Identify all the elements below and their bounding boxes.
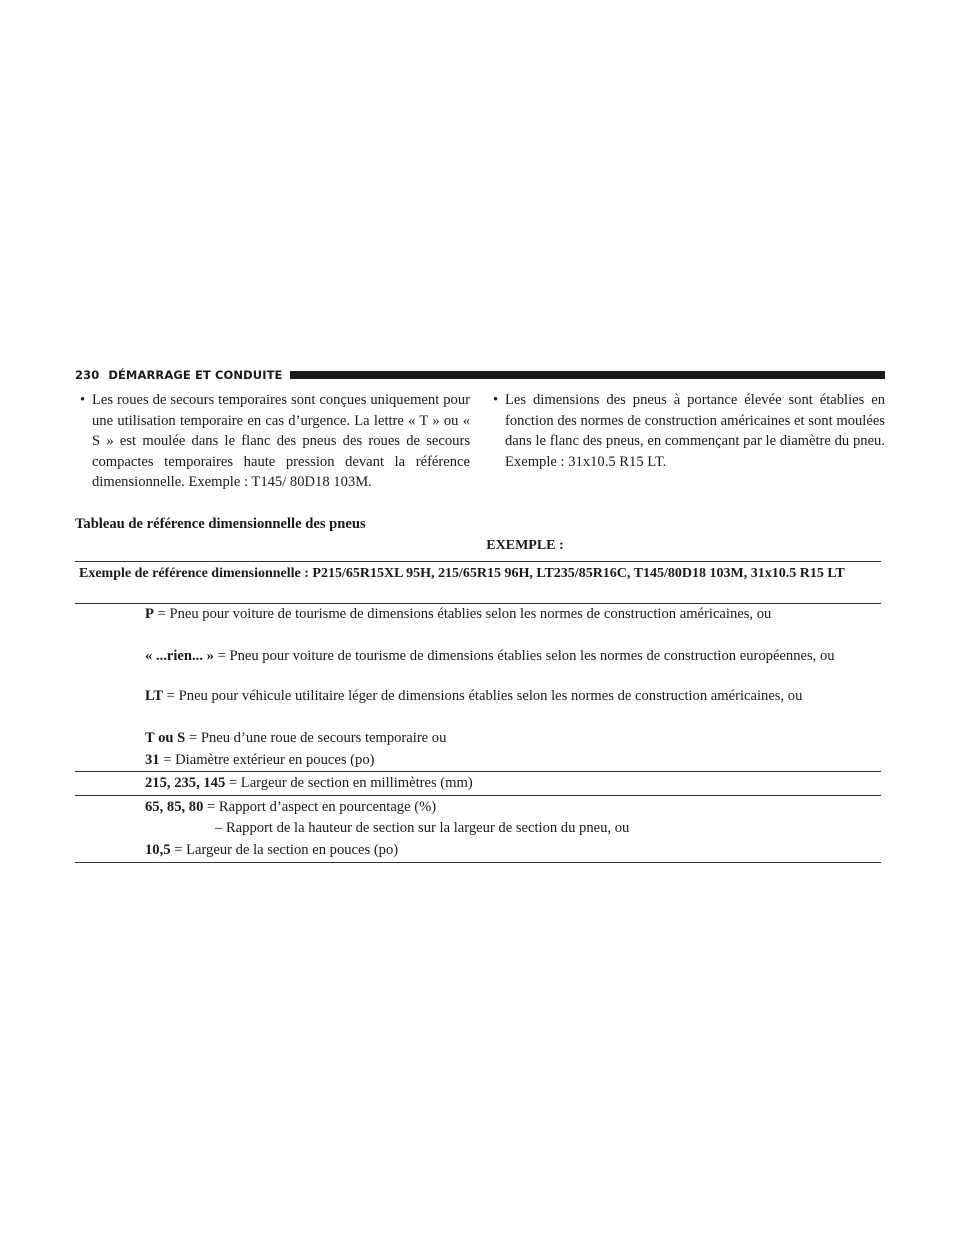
table-row <box>145 797 875 817</box>
table-row <box>145 728 875 748</box>
table-title: Tableau de référence dimensionnelle des pneus <box>75 516 366 532</box>
page-number: 230 <box>75 368 100 382</box>
row-key: 10,5 <box>145 842 171 858</box>
row-text: = Rapport d’aspect en pourcentage (%) <box>203 799 437 815</box>
row-key: 31 <box>145 752 160 768</box>
table-row <box>215 818 945 838</box>
row-text: = Diamètre extérieur en pouces (po) <box>159 752 375 768</box>
table-row <box>145 604 875 624</box>
row-key: 65, 85, 80 <box>145 799 204 815</box>
table-row <box>145 840 875 860</box>
table-row <box>145 646 875 666</box>
table-row <box>145 773 875 793</box>
left-column <box>80 390 470 493</box>
table-rule <box>75 862 881 863</box>
table-row <box>145 686 875 706</box>
bullet-text: Les roues de secours temporaires sont conçues uniquement pour une utilisation temporaire en cas d’urgence. La lettre « T » ou « S » est moulée dans le flanc des pneus des roues de secours compactes temporaires haute pression devant la référence dimensionnelle. Exemple : T145/ 80D18 103M. <box>92 392 470 490</box>
row-key: LT <box>145 688 164 704</box>
table-rule <box>75 561 881 562</box>
header-rule <box>290 371 885 379</box>
right-column <box>493 390 885 472</box>
row-text: = Pneu d’une roue de secours temporaire ou <box>185 730 447 746</box>
table-header-row: Exemple de référence dimensionnelle : P215/65R15XL 95H, 215/65R15 96H, LT235/85R16C, T145/80D18 103M, 31x10.5 R15 LT <box>79 566 845 581</box>
row-text: = Pneu pour véhicule utilitaire léger de dimensions établies selon les normes de construction américaines, ou <box>163 688 803 704</box>
row-text: – Rapport de la hauteur de section sur la largeur de section du pneu, ou <box>215 820 630 836</box>
row-text: = Largeur de section en millimètres (mm) <box>225 775 473 791</box>
row-text: = Largeur de la section en pouces (po) <box>170 842 399 858</box>
row-key: T ou S <box>145 730 186 746</box>
section-title: DÉMARRAGE ET CONDUITE <box>108 368 283 382</box>
row-text: = Pneu pour voiture de tourisme de dimensions établies selon les normes de construction américaines, ou <box>153 606 772 622</box>
bullet-icon: • <box>493 392 499 408</box>
page-header <box>75 366 885 384</box>
bullet-temporary-spare <box>80 390 470 493</box>
row-key: P <box>145 606 154 622</box>
table-row <box>145 750 875 770</box>
row-key: « ...rien... » <box>145 648 214 664</box>
table-rule <box>75 795 881 796</box>
bullet-text: Les dimensions des pneus à portance élevée sont établies en fonction des normes de construction américaines et sont moulées dans le flanc des pneus, en commençant par le diamètre du pneu. Exemple : 31x10.5 R15 LT. <box>505 392 885 470</box>
table-rule <box>75 771 881 772</box>
row-text: = Pneu pour voiture de tourisme de dimensions établies selon les normes de construction européennes, ou <box>213 648 835 664</box>
bullet-icon: • <box>80 392 86 408</box>
bullet-high-flotation <box>493 390 885 472</box>
exemple-label: EXEMPLE : <box>486 538 564 553</box>
row-key: 215, 235, 145 <box>145 775 226 791</box>
